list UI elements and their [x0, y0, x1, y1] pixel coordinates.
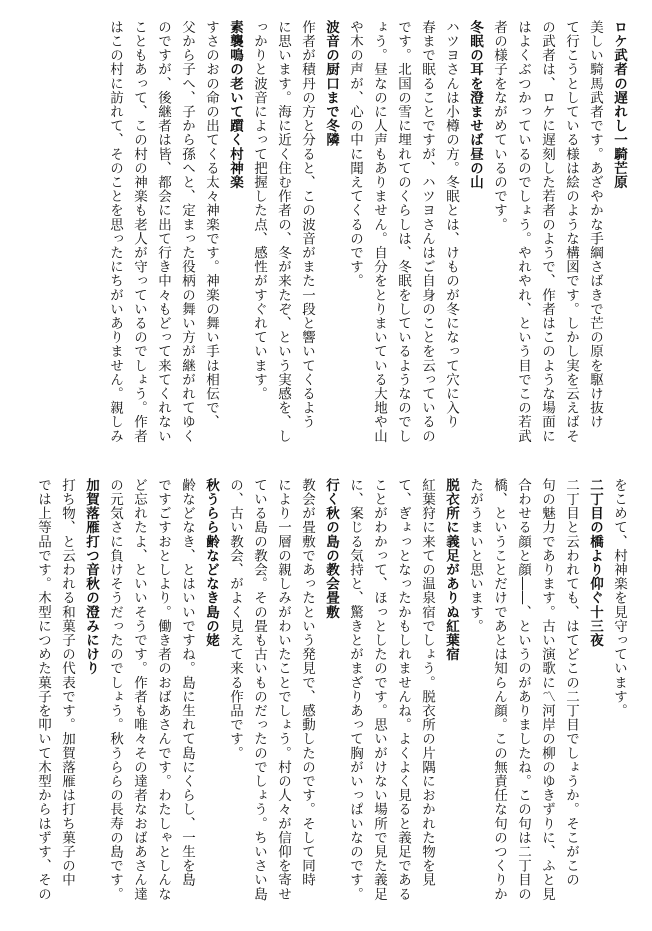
commentary-line: ど忘れたよ、といいそうです。作者も唯々その達者なおばあさん達 — [131, 478, 147, 901]
commentary-line: て、ぎょっとなったかもしれませんね。よくよく見ると義足である — [395, 478, 411, 901]
byline-column — [439, 20, 462, 466]
commentary-line: ょう。昼なのに人声もありません。自分をとりまいている大地や山 — [371, 20, 387, 443]
commentary-line: 紅葉狩に来ての温泉宿でしょう。脱衣所の片隅におかれた物を見 — [419, 478, 435, 887]
commentary-line: 美しい騎馬武者です。あざやかな手綱さばきで芒の原を駆け抜け — [587, 20, 603, 429]
commentary-line: 者の様子をながめているのです。 — [491, 20, 507, 232]
commentary-line: 教会が畳敷であったという発見で、感動したのです。そして同時 — [299, 478, 315, 887]
haiku-heading: 秋うらら齢などなき島の姥 — [203, 478, 219, 648]
haiku-heading: 行く秋の島の教会畳敷 — [323, 478, 339, 619]
commentary-line: はよくぶつかっているのでしょう。やれやれ、という目でこの若武 — [515, 20, 531, 443]
commentary-line: 句の魅力であります。古い演歌に〽河岸の柳のゆきずりに、ふと見 — [539, 478, 555, 901]
byline-column — [223, 20, 246, 466]
haiku-heading: 脱衣所に義足がありぬ紅葉宿 — [443, 478, 459, 662]
commentary-block-top — [14, 20, 630, 466]
commentary-line: に思います。海に近く住む作者の、冬が来たぞ、という実感を、し — [275, 20, 291, 443]
byline-column — [415, 478, 438, 920]
commentary-line: や木の声が、心の中に聞えてくるのです。 — [347, 20, 363, 288]
haiku-heading: 二丁目の橋より仰ぐ十三夜 — [587, 478, 603, 648]
byline-column — [55, 478, 78, 920]
commentary-line: の、古い教会、がよく見えて来る作品です。 — [227, 478, 243, 760]
commentary-block-bottom — [14, 478, 630, 920]
commentary-line: 二丁目と云われても、はてどこの二丁目でしょうか。そこがこの — [563, 478, 579, 887]
commentary-line: 齢などなき、とはいいですね。島に生れて島にくらし、一生を島 — [179, 478, 195, 887]
commentary-line: の元気さに負けそうだったのでしょう。秋うららの長寿の島です。 — [107, 478, 123, 901]
commentary-line: のですが、後継者は皆、都会に出て行き中々もどって来てくれない — [155, 20, 171, 443]
commentary-line: 作者が積丹の方と分ると、この波音がまた一段と響いてくるよう — [299, 20, 315, 429]
commentary-line: 春まで眠ることですが、ハツヨさんはご自身のことを云っているの — [419, 20, 435, 443]
commentary-line: ている島の教会。その畳も古いものだったのでしょう。ちいさい島 — [251, 478, 267, 901]
commentary-line: の武者は、ロケに遅刻した若者のようで、作者はこのような場面に — [539, 20, 555, 443]
commentary-line: 橋、ということだけであとは知らん顔。この無責任な句のつくりか — [491, 478, 507, 901]
haiku-heading: 素襲鳴の老いて躓く村神楽 — [227, 20, 243, 190]
commentary-line: すさのおの命の出てくる太々神楽です。神楽の舞い手は相伝で、 — [203, 20, 219, 429]
haiku-heading: 加賀落雁打つ音秋の澄みにけり — [83, 478, 99, 676]
commentary-line: たがうまいと思います。 — [467, 478, 483, 634]
haiku-heading: 波音の厨口まで冬隣 — [323, 20, 339, 147]
commentary-line: です。北国の雪に埋れてのくらしは、冬眠をしているようなのでし — [395, 20, 411, 443]
byline-column — [295, 20, 318, 466]
commentary-line: ハツヨさんは小樽の方。冬眠とは、けものが冬になって穴に入り — [443, 20, 459, 429]
byline-column — [559, 478, 582, 920]
haiku-heading: 冬眠の耳を澄ませば昼の山 — [467, 20, 483, 190]
haiku-heading: ロケ武者の遅れし一騎芒原 — [611, 20, 627, 190]
commentary-line: こともあって、この村の神楽も老人が守っているのでしょう。作者 — [131, 20, 147, 443]
byline-column — [319, 478, 342, 920]
commentary-line: ですごすおとしより。働き者のおばあさんです。わたしゃとしんな — [155, 478, 171, 901]
byline-column — [199, 478, 222, 920]
commentary-line: により一層の親しみがわいたことでしょう。村の人々が信仰を寄せ — [275, 478, 291, 901]
commentary-line: では上等品です。木型につめた菓子を叩いて木型からはずす、その — [35, 478, 51, 901]
commentary-line: て行こうとしている様は絵のような構図です。しかし実を云えばそ — [563, 20, 579, 443]
commentary-line: 父から子へ、子から孫へと、定まった役柄の舞い方が継がれてゆく — [179, 20, 195, 443]
commentary-line: をこめて、村神楽を見守っています。 — [611, 478, 627, 718]
commentary-line: ことがわかって、ほっとしたのです。思いがけない場所で見た義足 — [371, 478, 387, 901]
commentary-line: っかりと波音によって把握した点、感性がすぐれています。 — [251, 20, 267, 401]
commentary-line: 合わせる顔と顔――、というのがありましたね。この句は二丁目の — [515, 478, 531, 901]
commentary-line: はこの村に訪れて、そのことを思ったにちがいありません。親しみ — [107, 20, 123, 443]
commentary-line: 打ち物、と云われる和菓子の代表です。加賀落雁は打ち菓子の中 — [59, 478, 75, 887]
byline-column — [583, 20, 606, 466]
commentary-line: に、案じる気持と、驚きとがまざりあって胸がいっぱいなのです。 — [347, 478, 363, 901]
